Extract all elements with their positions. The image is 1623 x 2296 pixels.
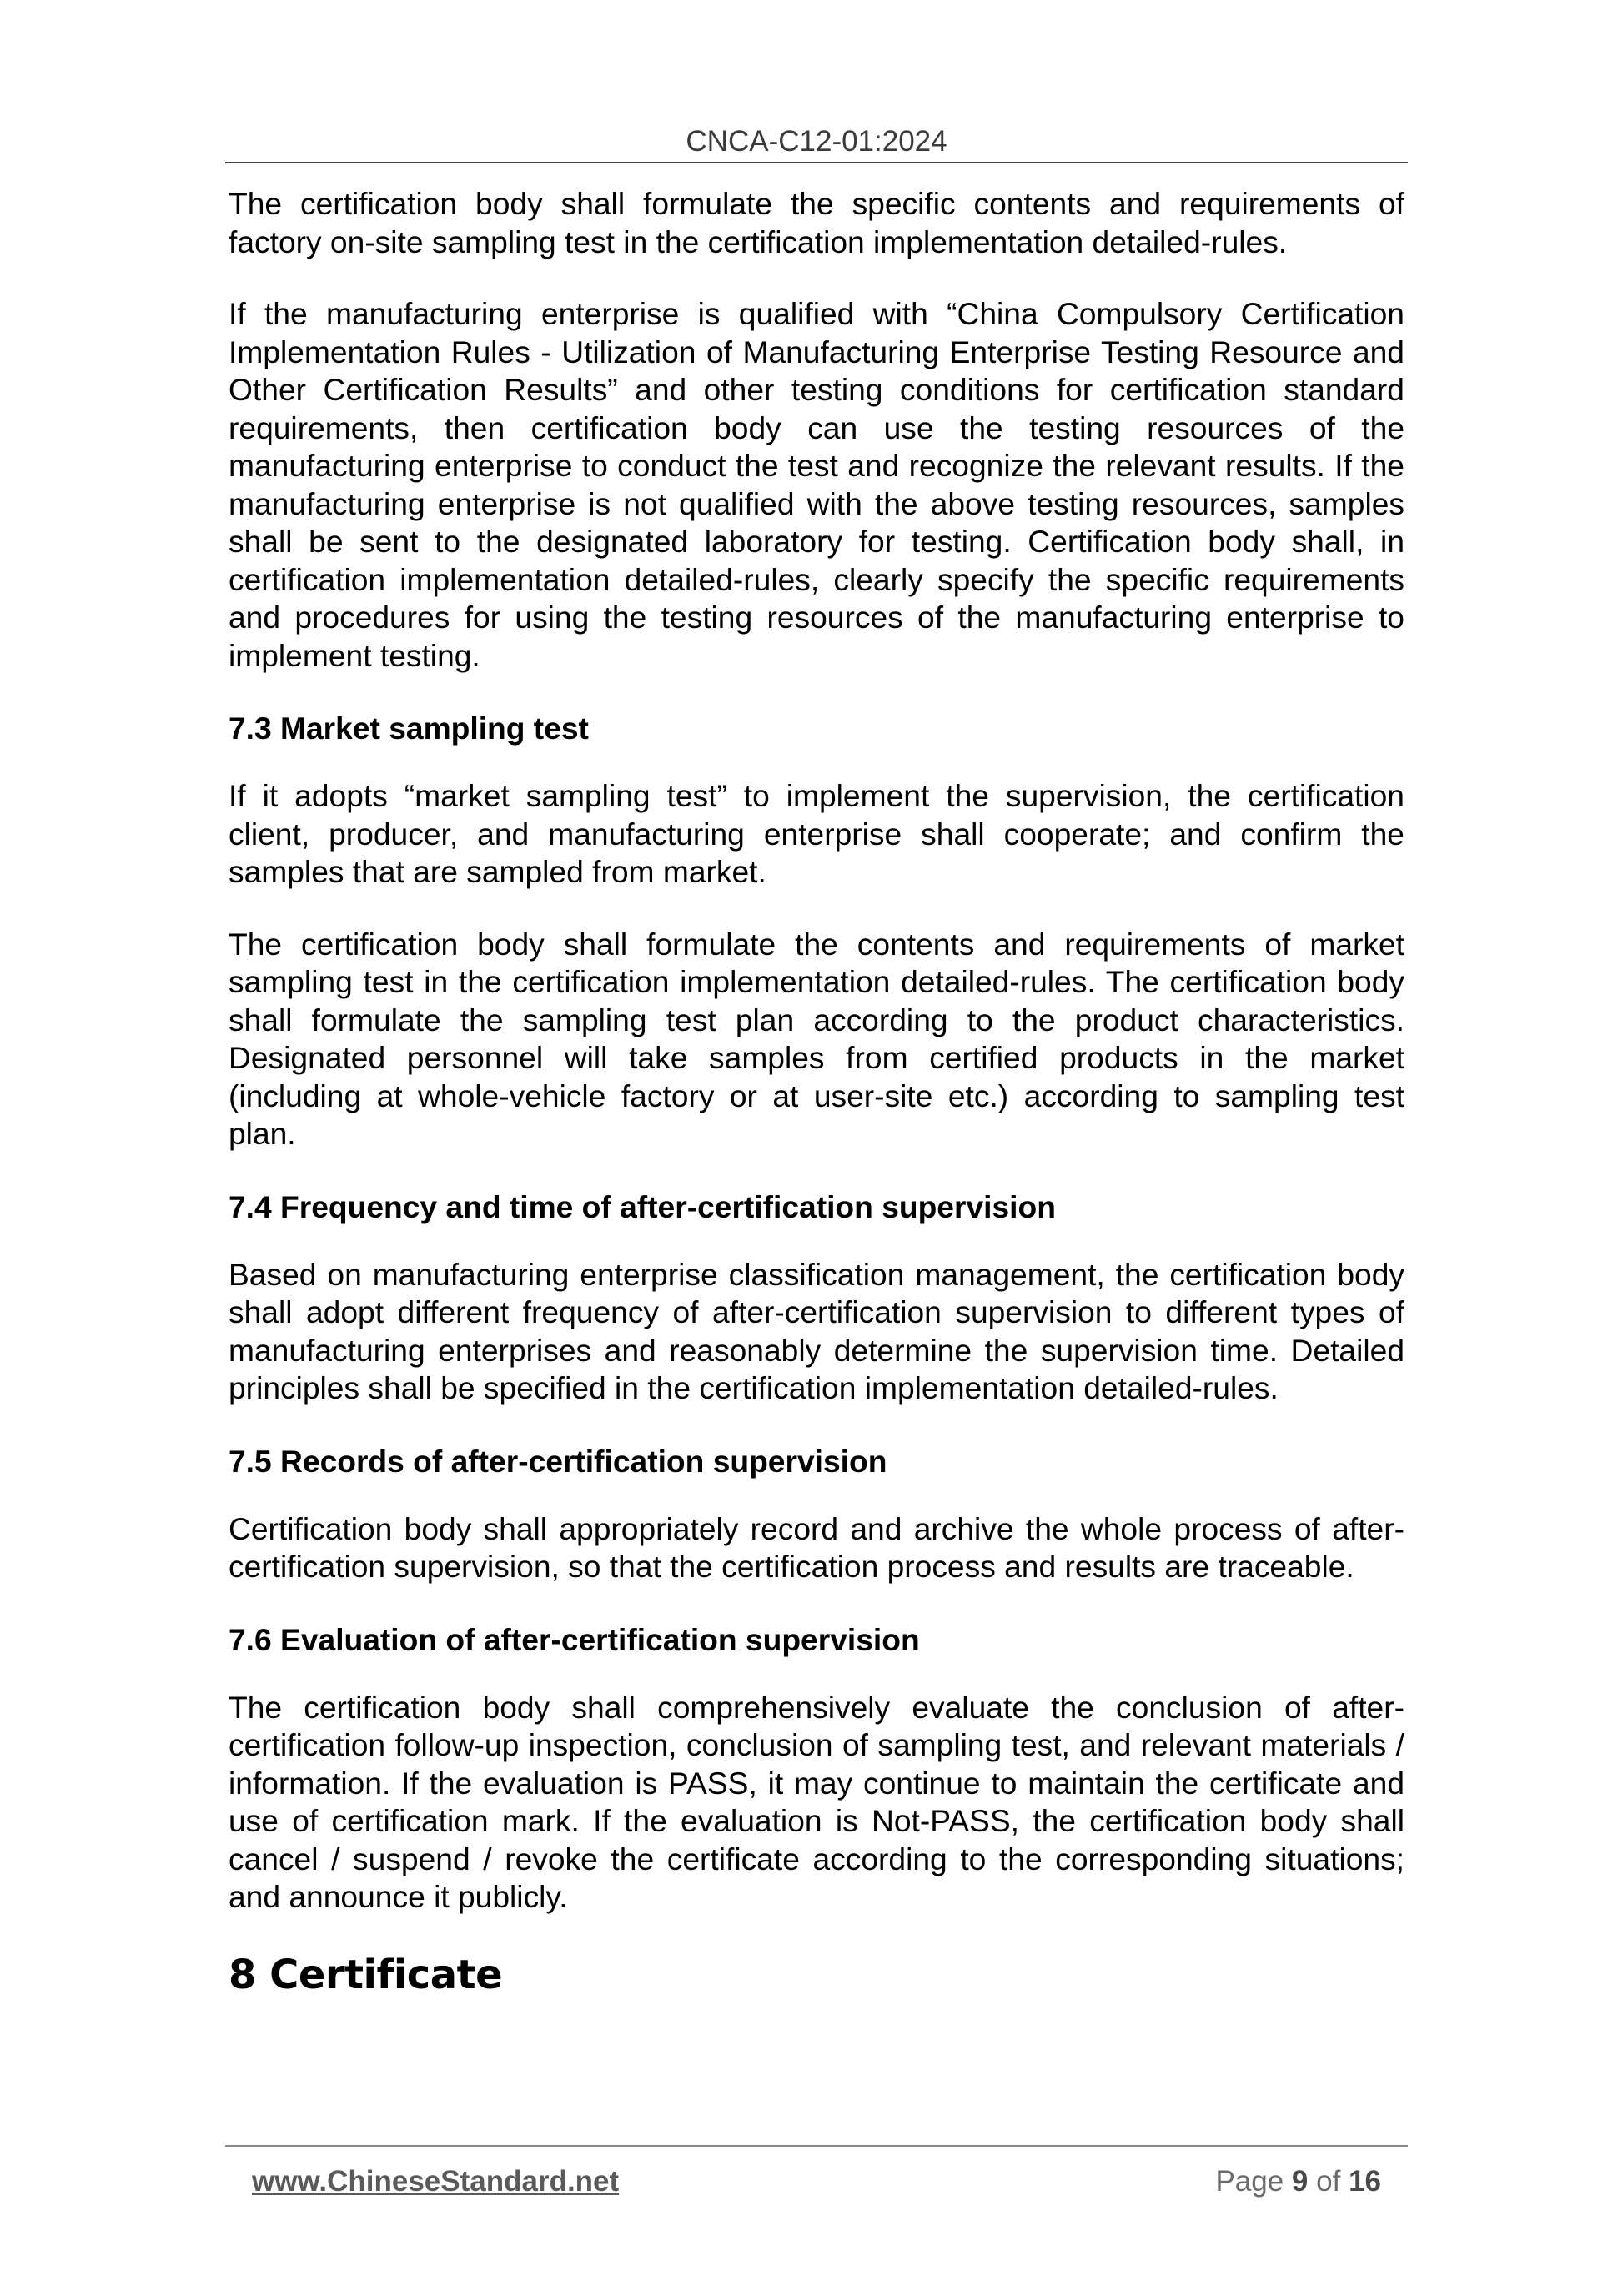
heading-7-4: 7.4 Frequency and time of after-certification supervision <box>229 1188 1056 1224</box>
heading-7-3: 7.3 Market sampling test <box>229 711 589 746</box>
paragraph-onsite-sampling: The certification body shall formulate the specific contents and requirements of factory on-site sampling test in the certification implementation detailed-rules. <box>229 186 1404 259</box>
paragraph-market-sampling-plan: The certification body shall formulate the contents and requirements of market sampling test in the certification implementation detailed-rules. The certification body shall formulate the sampling test plan according to the product characteristics. Designated personnel will take samples from certified products in the market (including at whole-vehicle factory or at user-site etc.) according to sampling test plan. <box>229 926 1404 1151</box>
heading-8-certificate: 8 Certificate <box>229 1951 503 1998</box>
paragraph-market-sampling-cooperate: If it adopts “market sampling test” to implement the supervision, the certification client, producer, and manufacturing enterprise shall cooperate; and confirm the samples that are sampled from market. <box>229 778 1404 889</box>
header-rule <box>225 162 1408 163</box>
heading-7-5: 7.5 Records of after-certification supervision <box>229 1443 887 1479</box>
footer-rule <box>225 2145 1408 2147</box>
footer-page-label: Page <box>1215 2165 1284 2198</box>
heading-7-6: 7.6 Evaluation of after-certification supervision <box>229 1621 920 1657</box>
footer-website-link[interactable]: www.ChineseStandard.net <box>252 2165 620 2198</box>
paragraph-testing-resources: If the manufacturing enterprise is qualified with “China Compulsory Certification Implementation Rules - Utilization of Manufacturing Enterprise Testing Resource and Other Certification Results” and other testing conditions for certification standard requirements, then certification body can use the testing resources of the manufacturing enterprise to conduct the test and recognize the relevant results. If the manufacturing enterprise is not qualified with the above testing resources, samples shall be sent to the designated laboratory for testing. Certification body shall, in certification implementation detailed-rules, clearly specify the specific requirements and procedures for using the testing resources of the manufacturing enterprise to implement testing. <box>229 296 1404 673</box>
paragraph-frequency: Based on manufacturing enterprise classification management, the certification body shall adopt different frequency of after-certification supervision to different types of manufacturing enterprises and reasonably determine the supervision time. Detailed principles shall be specified in the certification implementation detailed-rules. <box>229 1256 1404 1405</box>
footer-page-total: 16 <box>1349 2165 1381 2198</box>
header-doc-id: CNCA-C12-01:2024 <box>686 125 947 158</box>
footer-page-current: 9 <box>1291 2165 1309 2198</box>
footer-page-number <box>1215 2165 1381 2198</box>
paragraph-records: Certification body shall appropriately record and archive the whole process of after-certification supervision, so that the certification process and results are traceable. <box>229 1510 1404 1584</box>
page-content <box>229 185 1404 1999</box>
footer-page-of: of <box>1316 2165 1341 2198</box>
paragraph-evaluation: The certification body shall comprehensively evaluate the conclusion of after-certification follow-up inspection, conclusion of sampling test, and relevant materials / information. If the evaluation is PASS, it may continue to maintain the certificate and use of certification mark. If the evaluation is Not-PASS, the certification body shall cancel / suspend / revoke the certificate according to the corresponding situations; and announce it publicly. <box>229 1689 1404 1914</box>
